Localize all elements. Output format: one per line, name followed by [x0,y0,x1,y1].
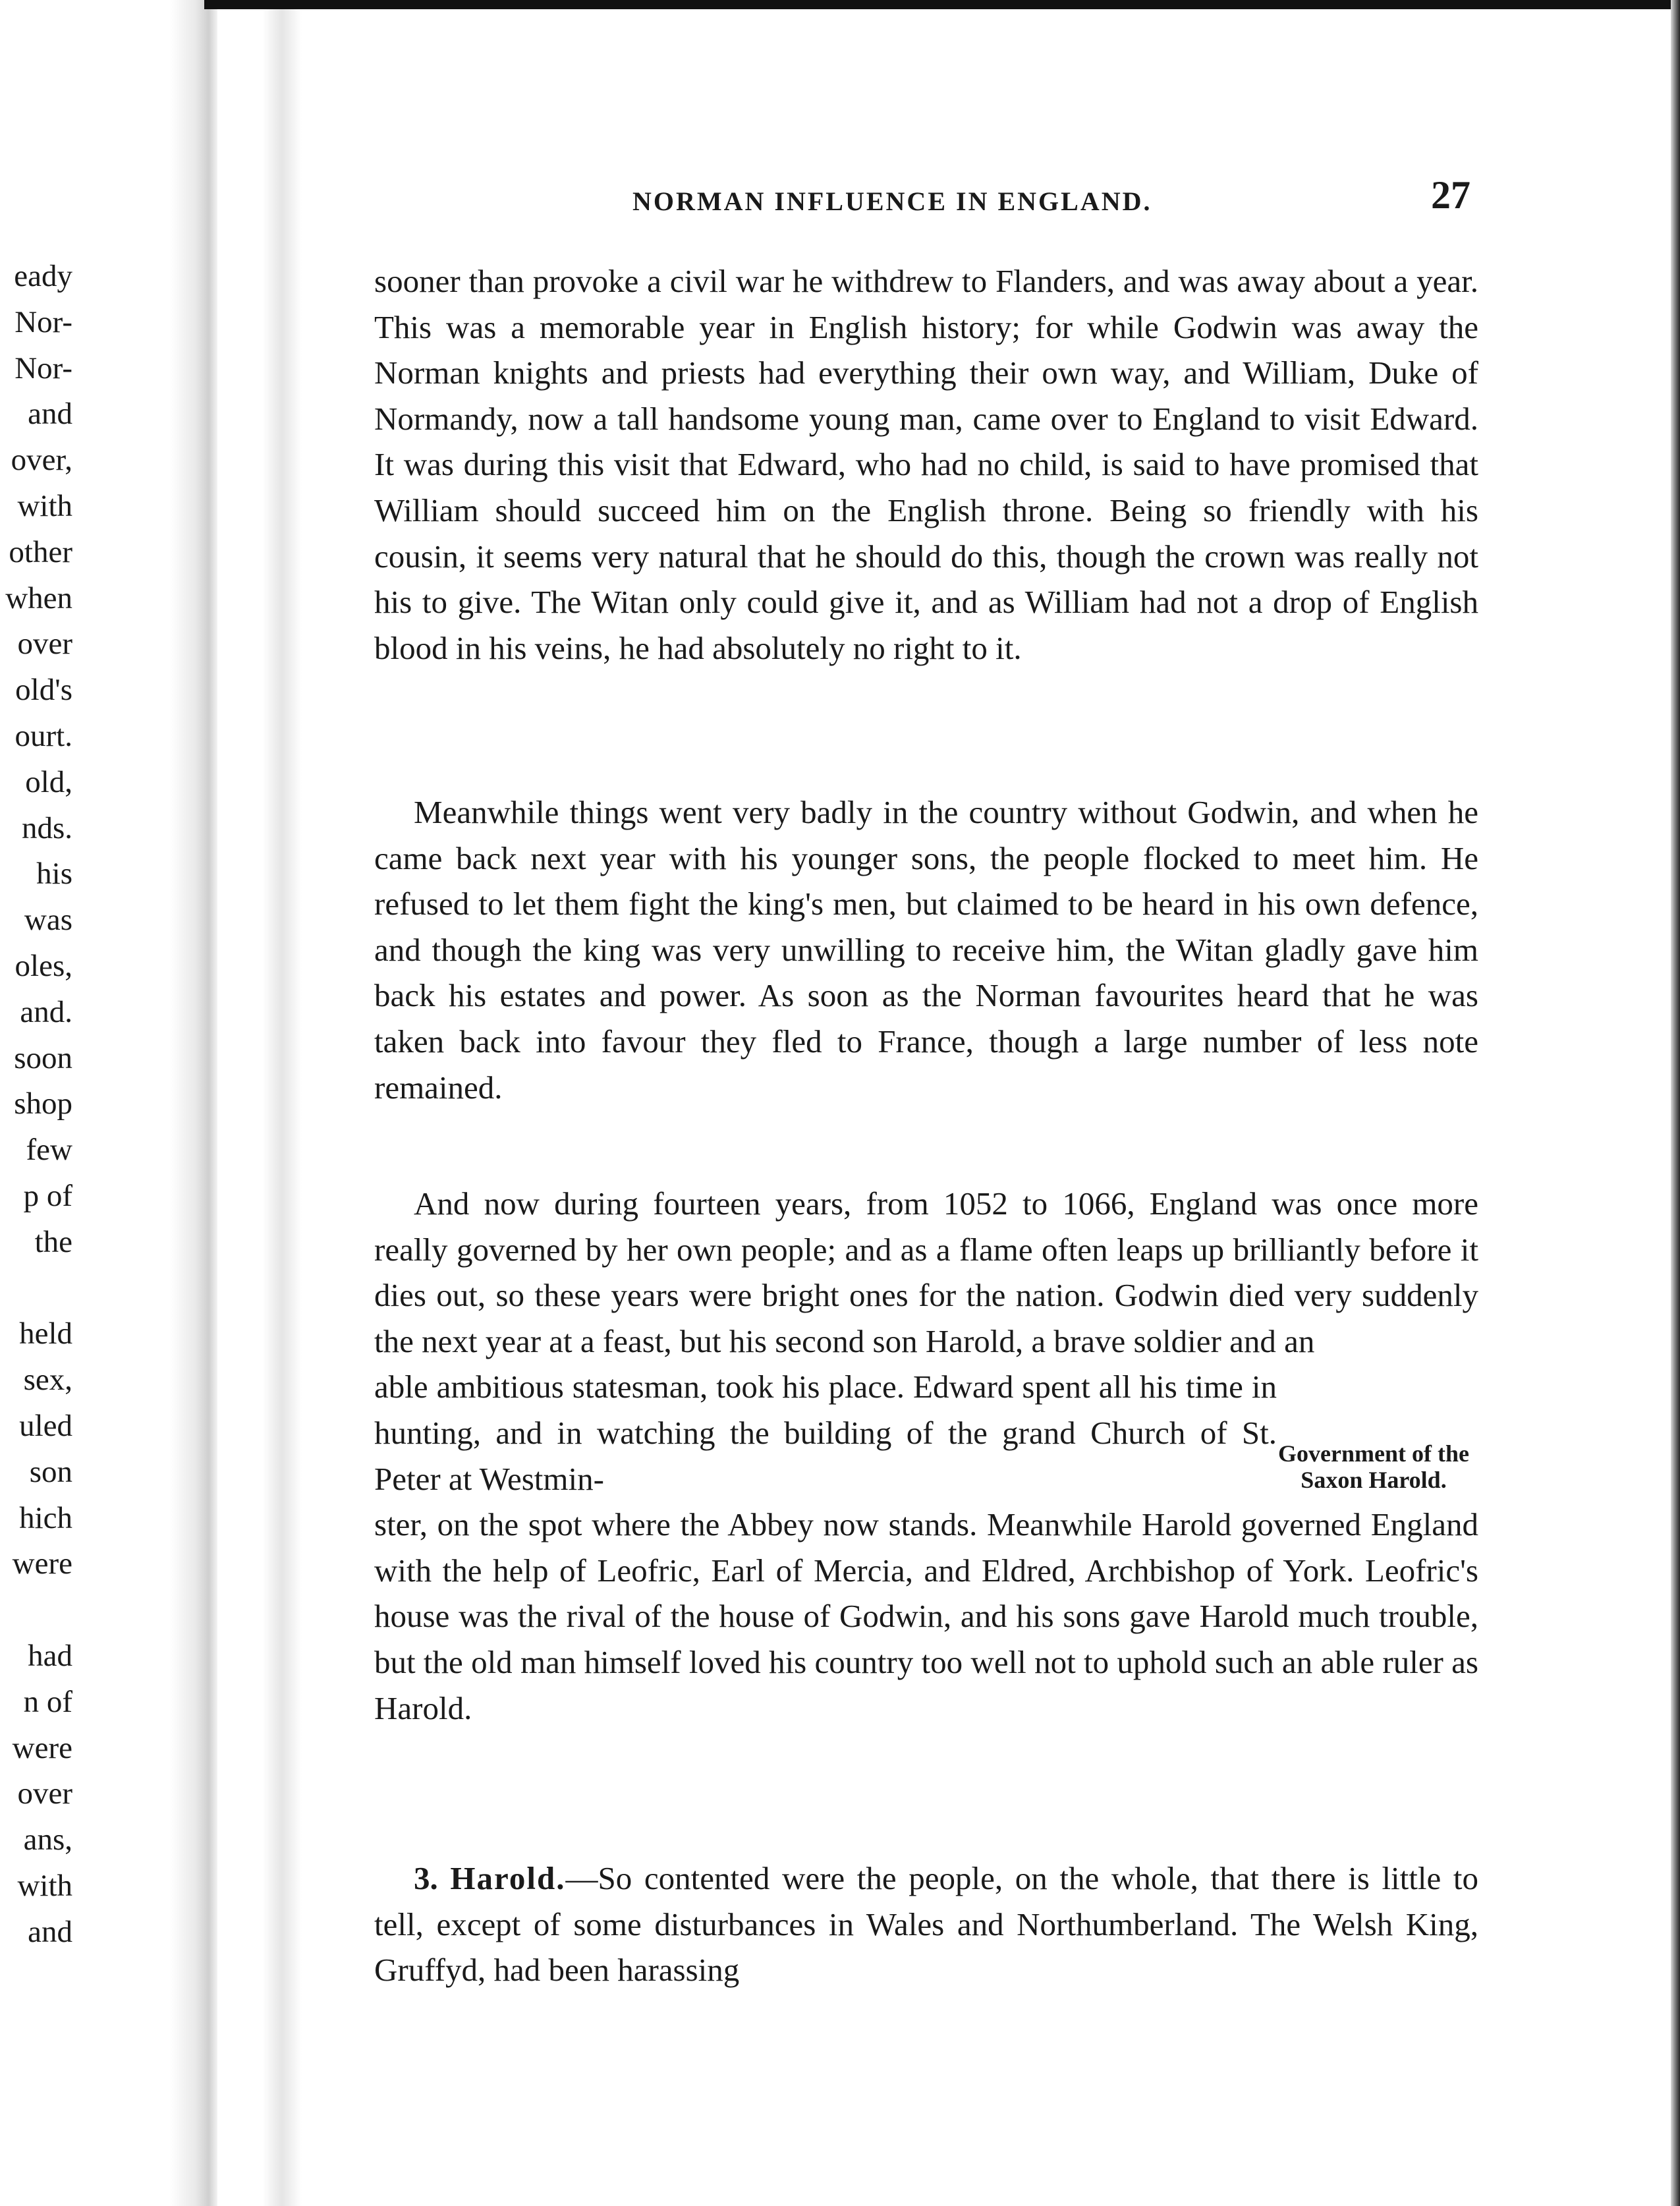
running-header: NORMAN INFLUENCE IN ENGLAND. [632,186,1152,216]
left-fragment-line [0,1587,72,1633]
section-number: 3. [414,1860,438,1896]
scan-top-border [204,0,1680,9]
paragraph-2 [374,789,1478,1110]
section-paragraph [374,1855,1478,1993]
left-fragment-line: and [28,1914,72,1949]
left-fragment-line: was [24,903,72,938]
left-fragment-line: had [28,1638,72,1673]
page-fold [262,0,302,2206]
left-fragment-line: over [17,1776,72,1811]
scan-right-border [1671,0,1680,2206]
left-fragment-line: hich [19,1500,72,1535]
left-fragment-line: when [5,580,72,615]
left-fragment-line: over, [11,443,72,478]
paragraph-text-b: able ambitious statesman, took his place. Edward spent all his time in hunting, and in watching the building of the grand Church of St. Peter at Westmin- [374,1369,1277,1497]
left-fragment-line: and [28,397,72,432]
left-fragment-line: sex, [23,1363,72,1398]
left-fragment-line: other [9,534,72,569]
paragraph-text-a: And now during fourteen years, from 1052 to 1066, England was once more really governed by her own people; and as a flame often leaps up brilliantly before it dies out, so these years were bright ones for the nation. Godwin died very suddenly the next year at a feast, but his second son Harold, a brave soldier and an [374,1185,1478,1359]
left-fragment-line: held [19,1316,72,1351]
left-fragment-line: and. [20,994,72,1029]
left-fragment-line: few [26,1133,72,1168]
left-fragment-line: eady [14,259,72,293]
section-title: Harold. [450,1860,566,1896]
paragraph-1 [374,258,1478,671]
left-fragment-line: with [17,1868,72,1903]
left-fragment-line: were [12,1546,72,1581]
left-fragment-line: oles, [14,948,72,983]
left-fragment-line: soon [14,1040,72,1075]
left-fragment-line: over [17,627,72,662]
left-fragment-line: with [17,488,72,523]
page-number: 27 [1431,173,1470,217]
margin-note: Government of the Saxon Harold. [1278,1440,1469,1493]
left-fragment-line: uled [19,1408,72,1443]
left-fragment-line: old, [25,764,72,799]
left-fragment-line [0,1266,72,1312]
paragraph-text-c: ster, on the spot where the Abbey now stands. Meanwhile Harold governed England with the help of Leofric, Earl of Mercia, and Eldred, Archbishop of York. Leofric's house was the rival of the house of Godwin, and his sons gave Harold much trouble, but the old man himself loved his country too well not to uphold such an able ruler as Harold. [374,1506,1478,1726]
left-fragment-line: shop [14,1087,72,1121]
left-fragment-line: old's [15,673,72,708]
left-fragment-line: Nor- [14,351,72,385]
paragraph-text: sooner than provoke a civil war he withdrew to Flanders, and was away about a year. This was a memorable year in English history; for while Godwin was away the Norman knights and priests had everything their own way, and William, Duke of Normandy, now a tall handsome young man, came over to England to visit Edward. It was during this visit that Edward, who had no child, is said to have promised that William should succeed him on the English throne. Being so friendly with his cousin, it seems very natural that he should do this, though the crown was really not his to give. The Witan only could give it, and as William had not a drop of English blood in his veins, he had absolutely no right to it. [374,263,1478,666]
left-fragment-line: Nor- [14,304,72,339]
left-fragment-line: ourt. [14,718,72,753]
left-fragment-line: his [36,857,72,891]
left-fragment-line: the [34,1224,72,1259]
left-fragment-line: n of [23,1684,72,1719]
left-fragment-line: son [29,1454,72,1489]
left-page-fragments [0,254,72,1955]
section-3-harold [374,1855,1478,1993]
left-fragment-line: were [12,1730,72,1765]
paragraph-text: Meanwhile things went very badly in the country without Godwin, and when he came back next year with his younger sons, the people flocked to meet him. He refused to let them fight the king's men, but claimed to be heard in his own defence, and though the king was very unwilling to receive him, the Witan gladly gave him back his estates and power. As soon as the Norman favourites heard that he was taken back into favour they fled to France, though a large number of less note remained. [374,794,1478,1106]
left-fragment-line: p of [23,1178,72,1213]
section-text: —So contented were the people, on the whole, that there is little to tell, except of some disturbances in Wales and Northumberland. The Welsh King, Gruffyd, had been harassing [374,1860,1478,1989]
left-fragment-line: ans, [23,1823,72,1857]
left-fragment-line: nds. [21,810,72,845]
